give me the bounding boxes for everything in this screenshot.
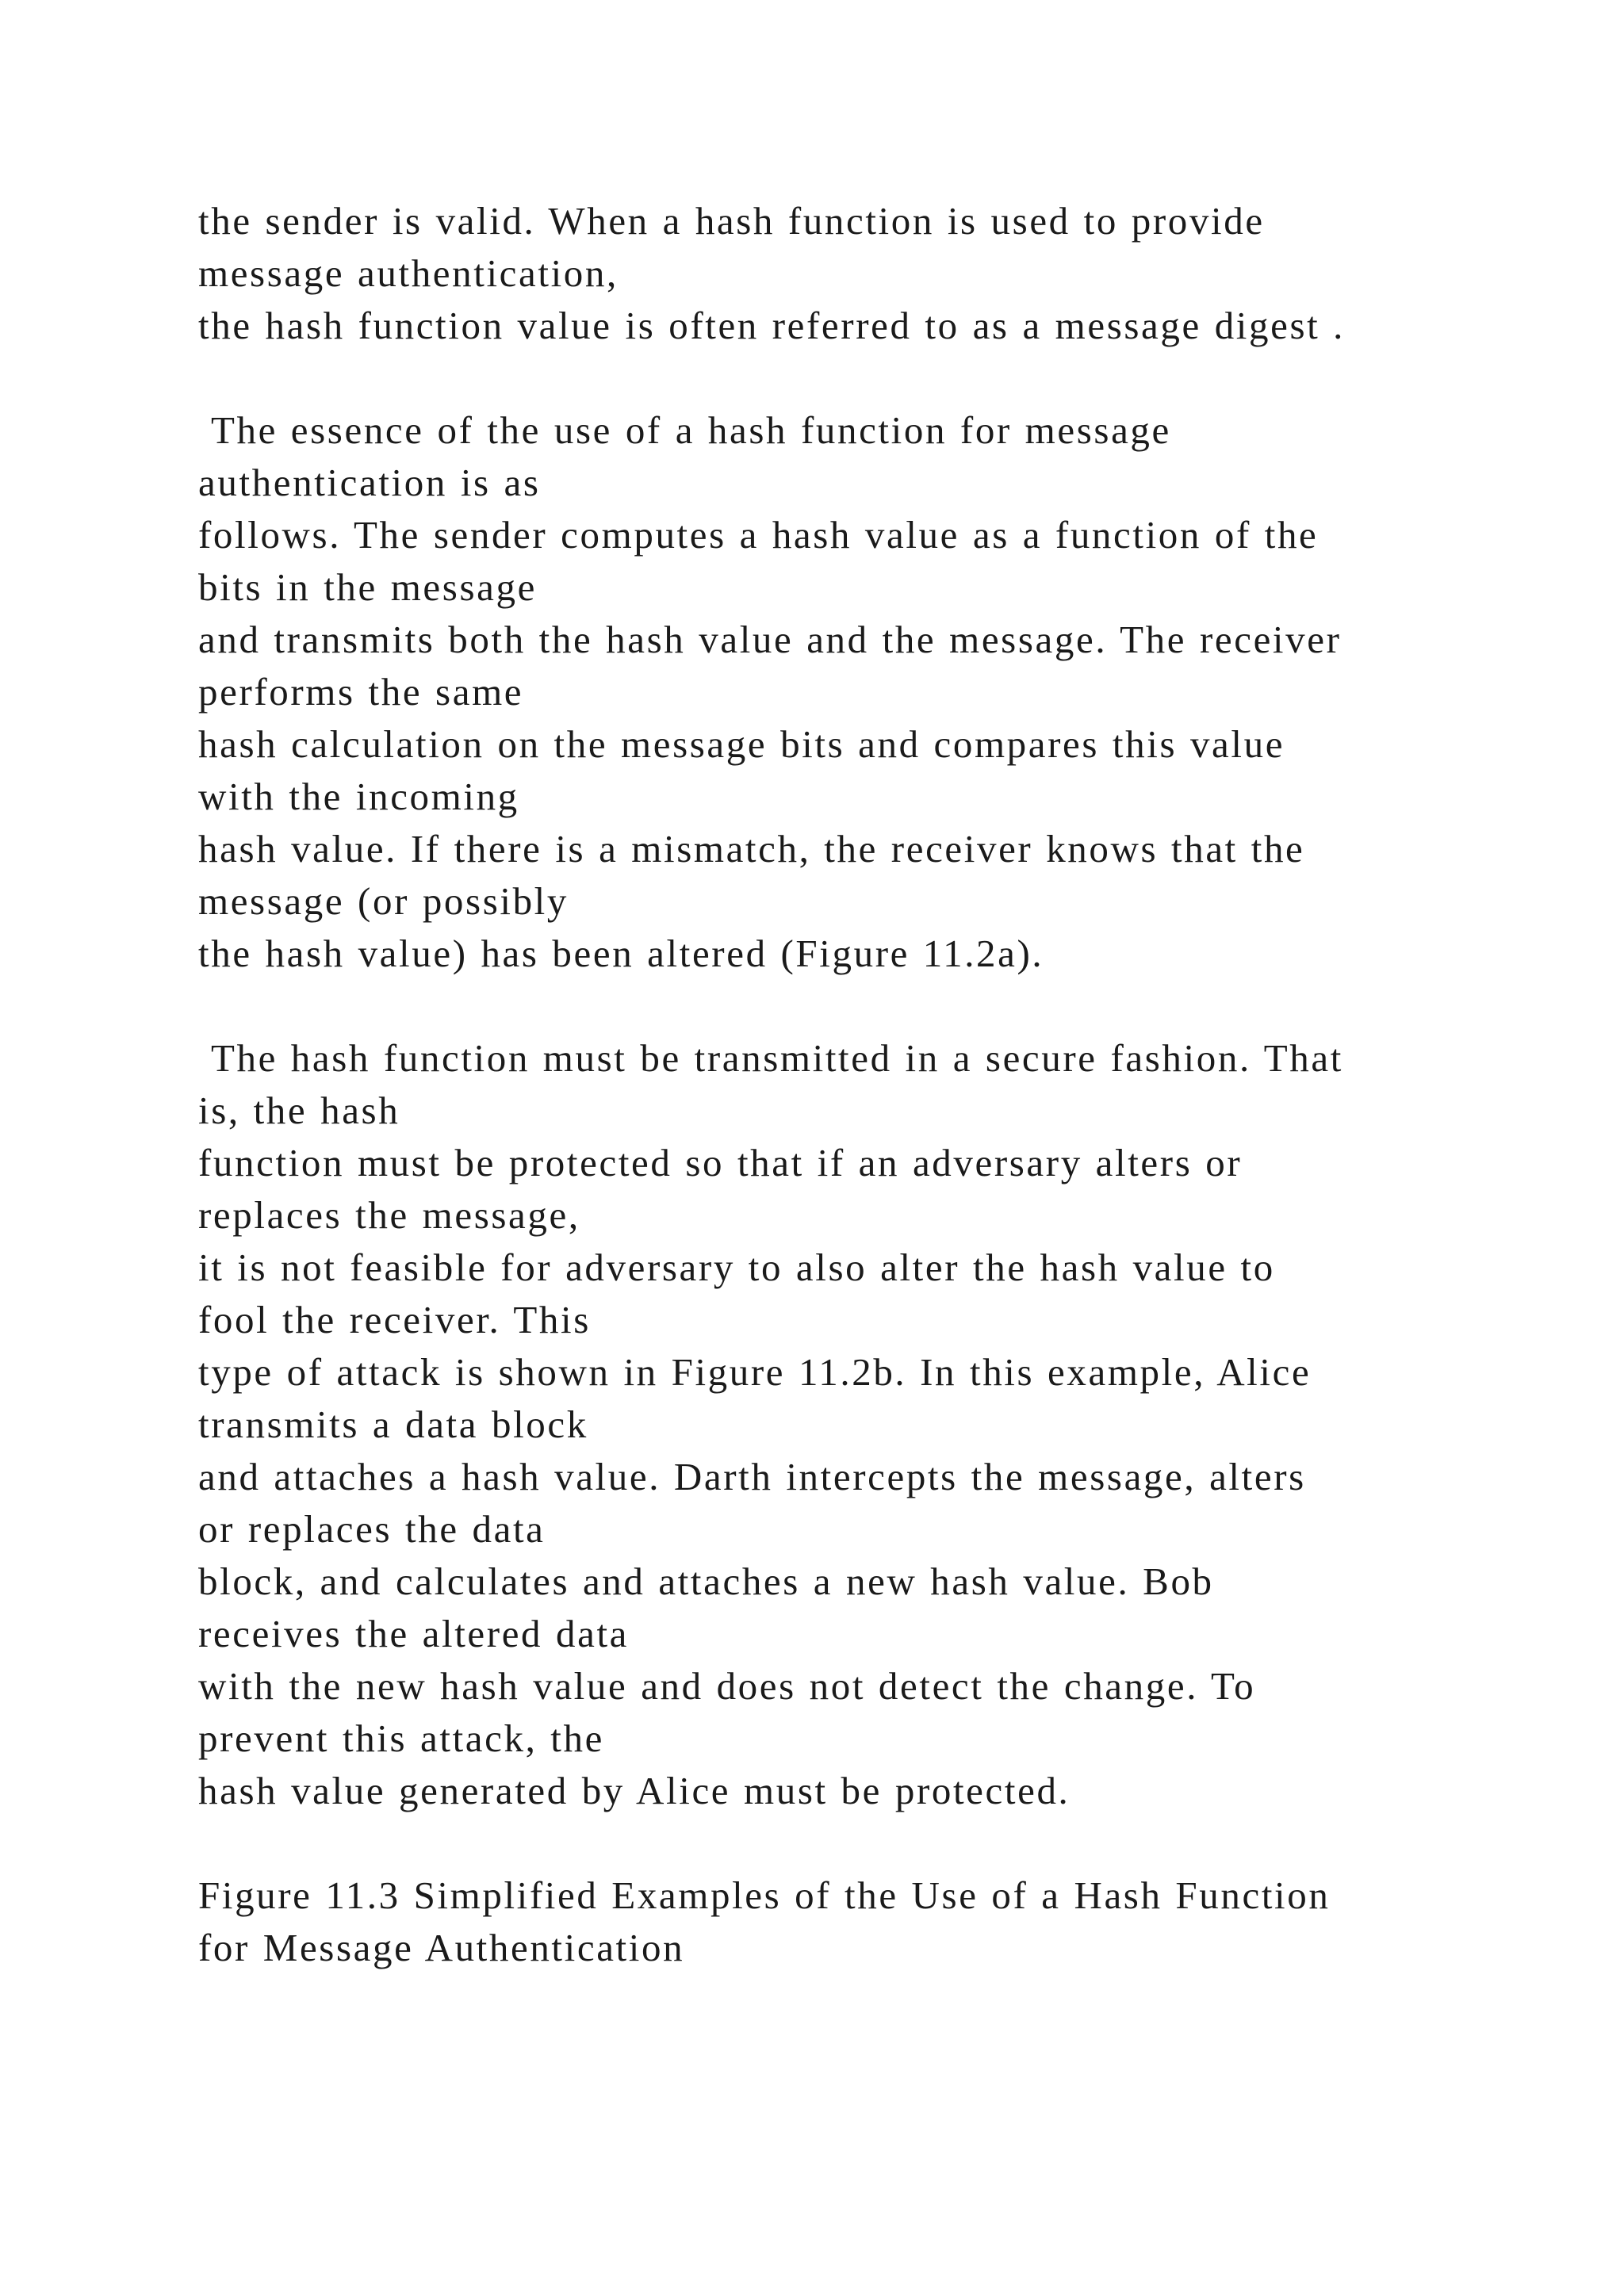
paragraph-gap — [198, 1817, 1507, 1869]
figure-caption — [198, 1869, 1507, 1974]
text-line: and transmits both the hash value and the message. The receiver — [198, 618, 1342, 661]
text-line: the sender is valid. When a hash function is used to provide — [198, 199, 1265, 243]
paragraph — [198, 195, 1507, 352]
text-line: performs the same — [198, 670, 524, 714]
text-line: is, the hash — [198, 1089, 400, 1132]
text-line: transmits a data block — [198, 1402, 588, 1446]
text-line: hash value generated by Alice must be protected. — [198, 1769, 1071, 1812]
text-line: or replaces the data — [198, 1507, 546, 1551]
text-line: message authentication, — [198, 251, 619, 295]
text-line: replaces the message, — [198, 1193, 580, 1237]
text-line: with the incoming — [198, 775, 519, 818]
paragraph-gap — [198, 980, 1507, 1032]
text-line: bits in the message — [198, 565, 537, 609]
text-line: and attaches a hash value. Darth intercepts the message, alters — [198, 1455, 1306, 1498]
text-line: The essence of the use of a hash function for message — [198, 408, 1171, 452]
text-line: The hash function must be transmitted in a secure fashion. That — [198, 1036, 1343, 1080]
text-line: function must be protected so that if an adversary alters or — [198, 1141, 1243, 1184]
text-line: the hash value) has been altered (Figure 11.2a). — [198, 932, 1044, 975]
text-line: block, and calculates and attaches a new hash value. Bob — [198, 1559, 1214, 1603]
paragraph-gap — [198, 352, 1507, 404]
text-line: authentication is as — [198, 461, 541, 504]
paragraph — [198, 1032, 1507, 1817]
text-line: the hash function value is often referred to as a message digest . — [198, 304, 1346, 347]
text-line: with the new hash value and does not detect the change. To — [198, 1664, 1256, 1708]
text-line: hash calculation on the message bits and compares this value — [198, 722, 1285, 766]
text-line: type of attack is shown in Figure 11.2b. In this example, Alice — [198, 1350, 1312, 1394]
text-line: fool the receiver. This — [198, 1298, 591, 1341]
text-line: follows. The sender computes a hash value as a function of the — [198, 513, 1319, 557]
text-line: it is not feasible for adversary to also alter the hash value to — [198, 1246, 1275, 1289]
text-line: hash value. If there is a mismatch, the receiver knows that the — [198, 827, 1305, 871]
text-line: Figure 11.3 Simplified Examples of the Use of a Hash Function — [198, 1873, 1331, 1917]
text-line: for Message Authentication — [198, 1926, 685, 1969]
text-line: receives the altered data — [198, 1612, 630, 1655]
document-page — [198, 195, 1507, 1974]
text-line: message (or possibly — [198, 879, 569, 923]
paragraph — [198, 404, 1507, 980]
text-line: prevent this attack, the — [198, 1716, 604, 1760]
